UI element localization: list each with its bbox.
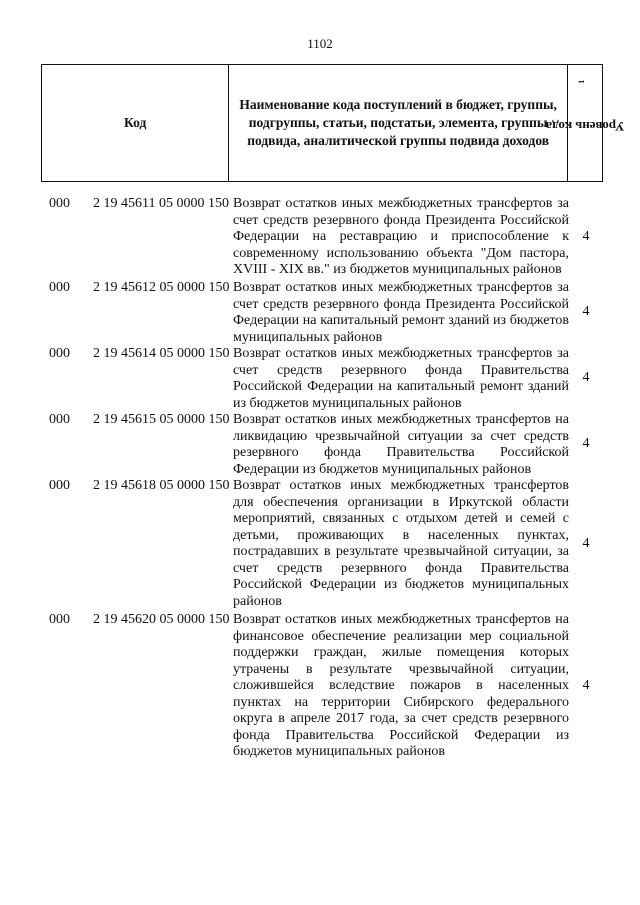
code-cell <box>41 612 233 760</box>
revenue-name: Возврат остатков иных межбюджетных трансфертов за счет средств резервного фонда Президента Российской Федерации на капитальный ремонт зданий из бюджетов муниципальных районов <box>233 280 569 345</box>
code-cell <box>41 196 233 278</box>
header-level <box>545 65 625 181</box>
code-cell <box>41 346 233 410</box>
revenue-name: Возврат остатков иных межбюджетных трансфертов для обеспечения организации в Иркутской области мероприятий, связанных с отдыхом детей и семей с детьми, проживающих в населенных пунктах, пострадавших в результате чрезвычайной ситуации, за счет средств резервного фонда Правительства Российской Федерации из бюджетов муниципальных районов <box>233 478 569 609</box>
code-level: 4 <box>582 229 590 244</box>
page-number: 1102 <box>307 36 333 51</box>
code-level: 4 <box>582 370 590 385</box>
admin-code: 000 <box>49 612 70 627</box>
revenue-code: 2 19 45618 05 0000 150 <box>93 478 230 493</box>
revenue-name: Возврат остатков иных межбюджетных трансфертов на ликвидацию чрезвычайной ситуации за счет средств резервного фонда Правительства Российской Федерации из бюджетов муниципальных районов <box>233 412 569 477</box>
admin-code: 000 <box>49 280 70 295</box>
header-name: Наименование кода поступлений в бюджет, группы, подгруппы, статьи, подстатьи, элемента, группы подвида, аналитической группы подвида доходов <box>229 65 568 181</box>
table-row <box>41 346 603 410</box>
code-cell <box>41 412 233 476</box>
revenue-code: 2 19 45615 05 0000 150 <box>93 412 230 427</box>
header-code: Код <box>42 65 229 181</box>
code-cell <box>41 478 233 610</box>
revenue-code: 2 19 45614 05 0000 150 <box>93 346 230 361</box>
header-level-label: Уровень кода <box>545 119 625 135</box>
revenue-name: Возврат остатков иных межбюджетных трансфертов за счет средств резервного фонда Президента Российской Федерации на реставрацию и приспособление к современному использованию объекта "Дом пастора, XVIII - XIX вв." из бюджетов муниципальных районов <box>233 196 569 277</box>
revenue-code: 2 19 45612 05 0000 150 <box>93 280 230 295</box>
admin-code: 000 <box>49 196 70 211</box>
table-header <box>41 64 625 182</box>
code-cell <box>41 280 233 344</box>
admin-code: 000 <box>49 412 70 427</box>
header-level-footnote: 1 <box>576 79 586 84</box>
revenue-name: Возврат остатков иных межбюджетных трансфертов за счет средств резервного фонда Правительства Российской Федерации на капитальный ремонт зданий из бюджетов муниципальных районов <box>233 346 569 411</box>
admin-code: 000 <box>49 478 70 493</box>
table-row <box>41 412 603 476</box>
code-level: 4 <box>582 304 590 319</box>
table-row <box>41 280 603 344</box>
revenue-code: 2 19 45620 05 0000 150 <box>93 612 230 627</box>
table-row <box>41 478 603 610</box>
table-row <box>41 196 603 278</box>
table-row <box>41 612 603 760</box>
admin-code: 000 <box>49 346 70 361</box>
code-level: 4 <box>582 436 590 451</box>
code-level: 4 <box>582 536 590 551</box>
table-body <box>41 196 603 762</box>
revenue-code: 2 19 45611 05 0000 150 <box>93 196 229 211</box>
revenue-name: Возврат остатков иных межбюджетных трансфертов на финансовое обеспечение реализации мер социальной поддержки граждан, жилые помещения которых утрачены в результате чрезвычайной ситуации, сложившейся вследствие пожаров в населенных пунктах на территории Сибирского федерального округа в апреле 2017 года, за счет средств резервного фонда Правительства Российской Федерации из бюджетов муниципальных районов <box>233 612 569 759</box>
code-level: 4 <box>582 678 590 693</box>
